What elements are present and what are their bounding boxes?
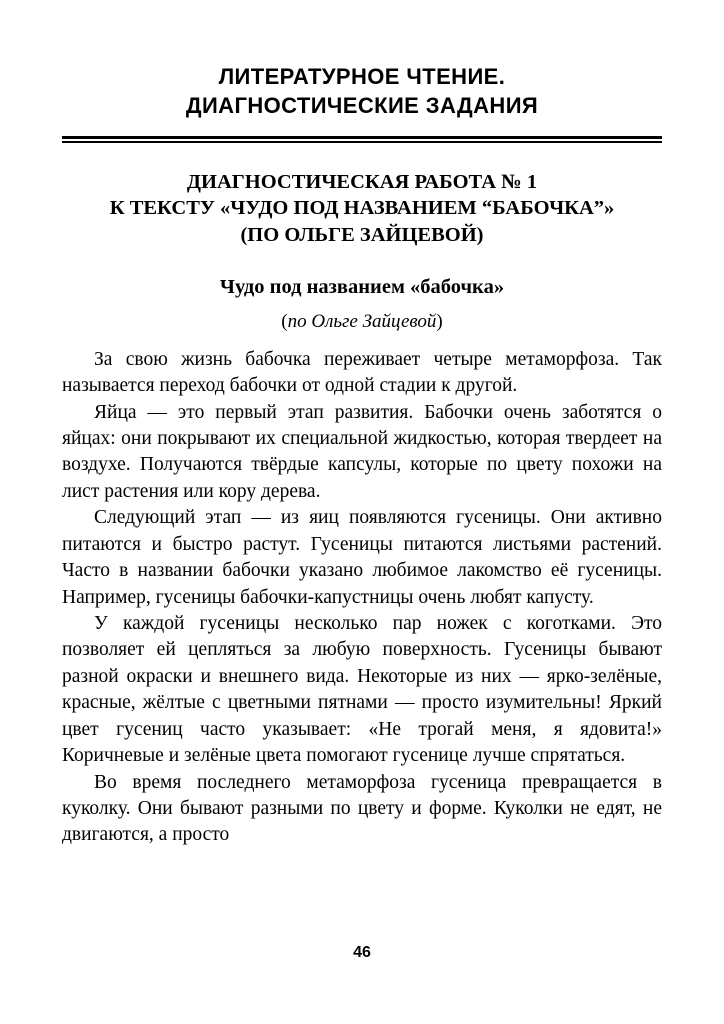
- title-divider: [62, 136, 662, 143]
- paragraph: Яйца — это первый этап развития. Бабочки очень заботятся о яйцах: они покрывают их специальной жидкостью, которая твердеет на воздухе. Получаются твёрдые капсулы, которые по цвету похожи на лист растения или кору дерева.: [62, 401, 662, 502]
- page-title: [62, 62, 662, 120]
- author-paren-open: (: [281, 310, 288, 332]
- section-heading-line-3: (ПО ОЛЬГЕ ЗАЙЦЕВОЙ): [240, 223, 484, 246]
- paragraph: У каждой гусеницы несколько пар ножек с коготками. Это позволяет ей цепляться за любую поверхность. Гусеницы бывают разной окраски и внешнего вида. Некоторые из них — ярко-зелёные, красные, жёлтые с цветными пятнами — просто изумительны! Яркий цвет гусениц часто указывает: «Не трогай меня, я ядовита!» Коричневые и зелёные цвета помогают гусенице лучше спрятаться.: [62, 612, 662, 767]
- paragraph: За свою жизнь бабочка переживает четыре метаморфоза. Так называется переход бабочки от одной стадии к другой.: [62, 348, 662, 397]
- paragraph: Во время последнего метаморфоза гусеница превращается в куколку. Они бывают разными по цвету и форме. Куколки не едят, не двигаются, а просто: [62, 771, 662, 846]
- page-number: 46: [353, 944, 371, 961]
- story-body: [62, 347, 662, 849]
- section-heading-line-1: ДИАГНОСТИЧЕСКАЯ РАБОТА № 1: [186, 171, 538, 194]
- author-paren-close: ): [436, 310, 443, 332]
- story-title: Чудо под названием «бабочка»: [219, 275, 505, 298]
- section-heading-line-2: К ТЕКСТУ «ЧУДО ПОД НАЗВАНИЕМ “БАБОЧКА”»: [109, 197, 615, 220]
- divider-thin-line: [62, 141, 662, 143]
- page-title-line-2: ДИАГНОСТИЧЕСКИЕ ЗАДАНИЯ: [185, 93, 539, 119]
- author-name: по Ольге Зайцевой: [287, 310, 437, 332]
- page-title-line-1: ЛИТЕРАТУРНОЕ ЧТЕНИЕ.: [218, 64, 506, 89]
- story-author: [62, 311, 662, 333]
- paragraph: Следующий этап — из яиц появляются гусеницы. Они активно питаются и быстро растут. Гусеницы питаются листьями растений. Часто в названии бабочки указано любимое лакомство её гусеницы. Например, гусеницы бабочки-капустницы очень любят капусту.: [62, 507, 662, 608]
- section-heading: [62, 169, 662, 248]
